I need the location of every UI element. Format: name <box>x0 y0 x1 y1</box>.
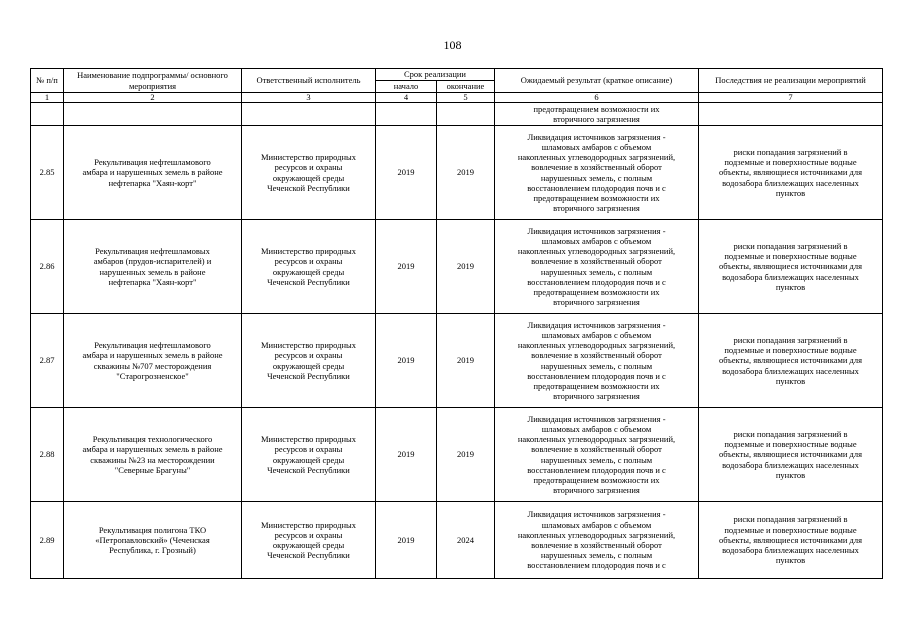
expected-result: Ликвидация источников загрязнения - шламовых амбаров с объемом накопленных углеводородных загрязнений, вовлечение в хозяйственный оборот нарушенных земель, с полным восстановлением плодородия почв и с предотвращением возможности их вторичного загрязнения <box>495 314 699 408</box>
header-start: начало <box>376 81 437 93</box>
measure-name: Рекультивация нефтешламовых амбаров (прудов-испарителей) и нарушенных земель в районе нефтепарка "Хаян-корт" <box>64 220 242 314</box>
column-number: 3 <box>242 93 376 103</box>
responsible-executor: Министерство природных ресурсов и охраны окружающей среды Чеченской Республики <box>242 408 376 502</box>
consequences: риски попадания загрязнений в подземные и поверхностные водные объекты, являющиеся источниками для водозабора близлежащих населенных пунктов <box>699 314 883 408</box>
expected-result: Ликвидация источников загрязнения - шламовых амбаров с объемом накопленных углеводородных загрязнений, вовлечение в хозяйственный оборот нарушенных земель, с полным восстановлением плодородия почв и с предотвращением возможности их вторичного загрязнения <box>495 126 699 220</box>
empty-cell <box>376 103 437 126</box>
responsible-executor: Министерство природных ресурсов и охраны окружающей среды Чеченской Республики <box>242 314 376 408</box>
empty-cell <box>242 103 376 126</box>
table-row <box>31 314 883 408</box>
table-row <box>31 220 883 314</box>
start-year: 2019 <box>376 502 437 579</box>
end-year: 2019 <box>437 408 495 502</box>
responsible-executor: Министерство природных ресурсов и охраны окружающей среды Чеченской Республики <box>242 502 376 579</box>
start-year: 2019 <box>376 126 437 220</box>
program-table <box>30 68 883 579</box>
row-number: 2.87 <box>31 314 64 408</box>
continuation-row <box>31 103 883 126</box>
responsible-executor: Министерство природных ресурсов и охраны окружающей среды Чеченской Республики <box>242 126 376 220</box>
start-year: 2019 <box>376 408 437 502</box>
column-number: 5 <box>437 93 495 103</box>
empty-cell <box>64 103 242 126</box>
column-number: 7 <box>699 93 883 103</box>
column-number: 4 <box>376 93 437 103</box>
row-number: 2.86 <box>31 220 64 314</box>
table-row <box>31 502 883 579</box>
table-row <box>31 408 883 502</box>
header-consequences: Последствия не реализации мероприятий <box>699 69 883 93</box>
header-term: Срок реализации <box>376 69 495 81</box>
measure-name: Рекультивация технологического амбара и нарушенных земель в районе скважины №23 на месторождении "Северные Брагуны" <box>64 408 242 502</box>
measure-name: Рекультивация нефтешламового амбара и нарушенных земель в районе скважины №707 месторождения "Старогрозненское" <box>64 314 242 408</box>
column-number-row <box>31 93 883 103</box>
row-number: 2.88 <box>31 408 64 502</box>
result-cell: предотвращением возможности их вторичного загрязнения <box>495 103 699 126</box>
column-number: 2 <box>64 93 242 103</box>
start-year: 2019 <box>376 314 437 408</box>
consequences: риски попадания загрязнений в подземные и поверхностные водные объекты, являющиеся источниками для водозабора близлежащих населенных пунктов <box>699 408 883 502</box>
row-number: 2.89 <box>31 502 64 579</box>
consequences: риски попадания загрязнений в подземные и поверхностные водные объекты, являющиеся источниками для водозабора близлежащих населенных пунктов <box>699 220 883 314</box>
empty-cell <box>31 103 64 126</box>
consequences: риски попадания загрязнений в подземные и поверхностные водные объекты, являющиеся источниками для водозабора близлежащих населенных пунктов <box>699 502 883 579</box>
responsible-executor: Министерство природных ресурсов и охраны окружающей среды Чеченской Республики <box>242 220 376 314</box>
measure-name: Рекультивация нефтешламового амбара и нарушенных земель в районе нефтепарка "Хаян-корт" <box>64 126 242 220</box>
consequences: риски попадания загрязнений в подземные и поверхностные водные объекты, являющиеся источниками для водозабора близлежащих населенных пунктов <box>699 126 883 220</box>
column-number: 6 <box>495 93 699 103</box>
expected-result: Ликвидация источников загрязнения - шламовых амбаров с объемом накопленных углеводородных загрязнений, вовлечение в хозяйственный оборот нарушенных земель, с полным восстановлением плодородия почв и с <box>495 502 699 579</box>
page-number: 108 <box>443 38 462 52</box>
expected-result: Ликвидация источников загрязнения - шламовых амбаров с объемом накопленных углеводородных загрязнений, вовлечение в хозяйственный оборот нарушенных земель, с полным восстановлением плодородия почв и с предотвращением возможности их вторичного загрязнения <box>495 220 699 314</box>
expected-result: Ликвидация источников загрязнения - шламовых амбаров с объемом накопленных углеводородных загрязнений, вовлечение в хозяйственный оборот нарушенных земель, с полным восстановлением плодородия почв и с предотвращением возможности их вторичного загрязнения <box>495 408 699 502</box>
row-number: 2.85 <box>31 126 64 220</box>
column-number: 1 <box>31 93 64 103</box>
end-year: 2019 <box>437 220 495 314</box>
start-year: 2019 <box>376 220 437 314</box>
measure-name: Рекультивация полигона ТКО «Петропавловский» (Чеченская Республика, г. Грозный) <box>64 502 242 579</box>
end-year: 2019 <box>437 126 495 220</box>
header-result: Ожидаемый результат (краткое описание) <box>495 69 699 93</box>
header-name: Наименование подпрограммы/ основного мероприятия <box>64 69 242 93</box>
table-row <box>31 126 883 220</box>
end-year: 2024 <box>437 502 495 579</box>
empty-cell <box>437 103 495 126</box>
header-responsible: Ответственный исполнитель <box>242 69 376 93</box>
end-year: 2019 <box>437 314 495 408</box>
header-row-1 <box>31 69 883 81</box>
header-num: № п/п <box>31 69 64 93</box>
empty-cell <box>699 103 883 126</box>
header-end: окончание <box>437 81 495 93</box>
